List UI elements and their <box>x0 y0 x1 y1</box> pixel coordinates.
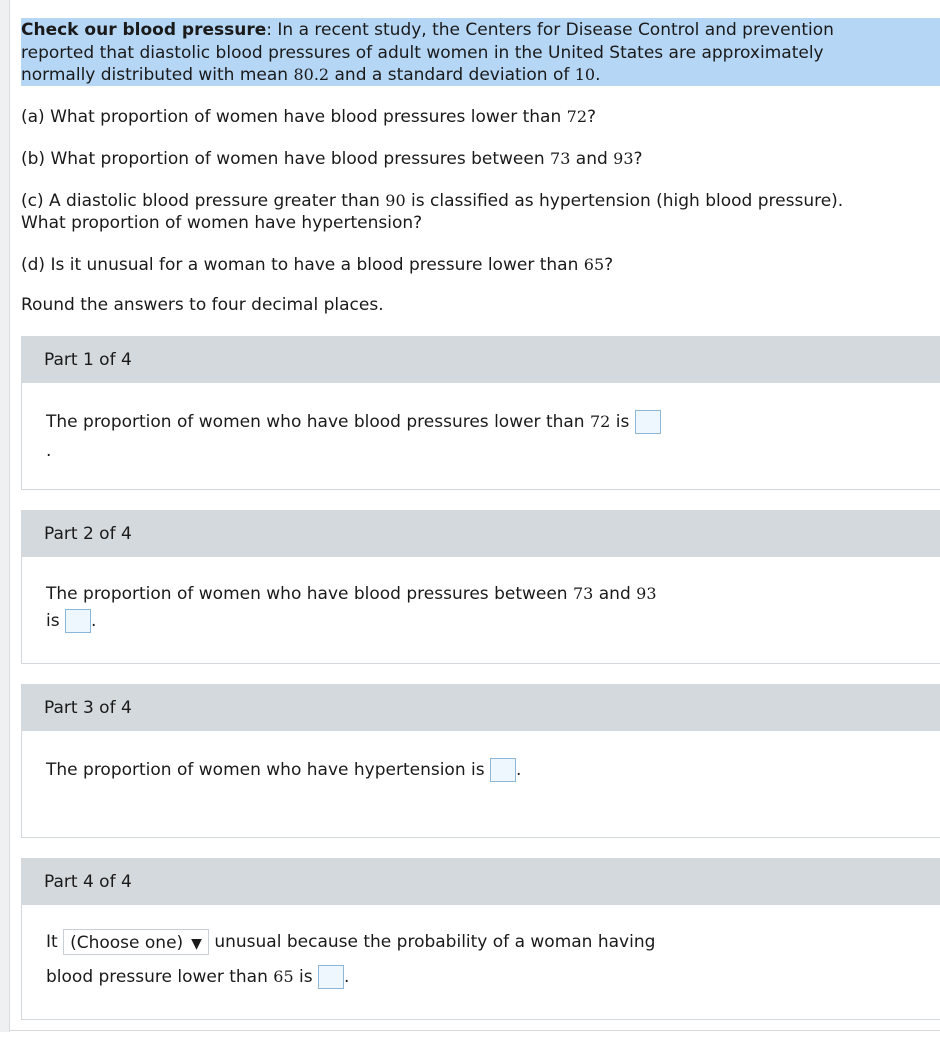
part-2-title: Part 2 of 4 <box>22 511 940 557</box>
part-1-statement: The proportion of women who have blood pressures lower than 72 is <box>46 410 661 434</box>
sd-value: 10 <box>574 65 596 84</box>
part-1-answer-input[interactable] <box>635 410 661 434</box>
part-3-title: Part 3 of 4 <box>22 685 940 731</box>
unusual-choice-dropdown[interactable] <box>63 929 209 955</box>
part-3-answer-input[interactable] <box>490 758 516 782</box>
question-c: (c) A diastolic blood pressure greater than 90 is classified as hypertension (high blood pressure). What proportion of women have hypertension? <box>21 191 844 233</box>
intro-line-2: reported that diastolic blood pressures of adult women in the United States are approximately <box>21 42 824 63</box>
intro-line-3: normally distributed with mean 80.2 and a standard deviation of 10. <box>21 65 601 85</box>
dropdown-selected-value: (Choose one) <box>70 933 184 953</box>
question-d: (d) Is it unusual for a woman to have a blood pressure lower than 65? <box>21 255 614 275</box>
question-b: (b) What proportion of women have blood pressures between 73 and 93? <box>21 149 643 169</box>
part-3-statement: The proportion of women who have hypertension is . <box>46 760 522 780</box>
part-1-period: . <box>46 441 52 461</box>
rounding-instruction: Round the answers to four decimal places. <box>21 295 384 315</box>
part-4-statement-line-2: blood pressure lower than 65 is . <box>46 967 350 987</box>
part-4-statement: It (Choose one) ▼ unusual because the probability of a woman having <box>46 929 655 955</box>
part-2-panel <box>21 510 940 664</box>
dropdown-arrow-icon: ▼ <box>191 936 202 952</box>
bottom-frame-border <box>9 1030 940 1031</box>
intro-line-1: Check our blood pressure: In a recent study, the Centers for Disease Control and prevention <box>21 20 834 40</box>
part-2-statement-line-2: is . <box>46 611 97 631</box>
problem-title: Check our blood pressure <box>21 20 267 40</box>
part-4-title: Part 4 of 4 <box>22 859 940 905</box>
mean-value: 80.2 <box>293 65 330 84</box>
problem-intro-highlighted <box>21 18 940 86</box>
part-1-title: Part 1 of 4 <box>22 337 940 383</box>
part-4-panel <box>21 858 940 1020</box>
part-1-panel <box>21 336 940 490</box>
part-3-panel <box>21 684 940 838</box>
part-2-statement: The proportion of women who have blood pressures between 73 and 93 <box>46 584 657 604</box>
part-4-answer-input[interactable] <box>318 965 344 989</box>
question-a: (a) What proportion of women have blood pressures lower than 72? <box>21 107 597 127</box>
left-frame-border <box>0 0 10 1032</box>
part-2-answer-input[interactable] <box>65 609 91 633</box>
